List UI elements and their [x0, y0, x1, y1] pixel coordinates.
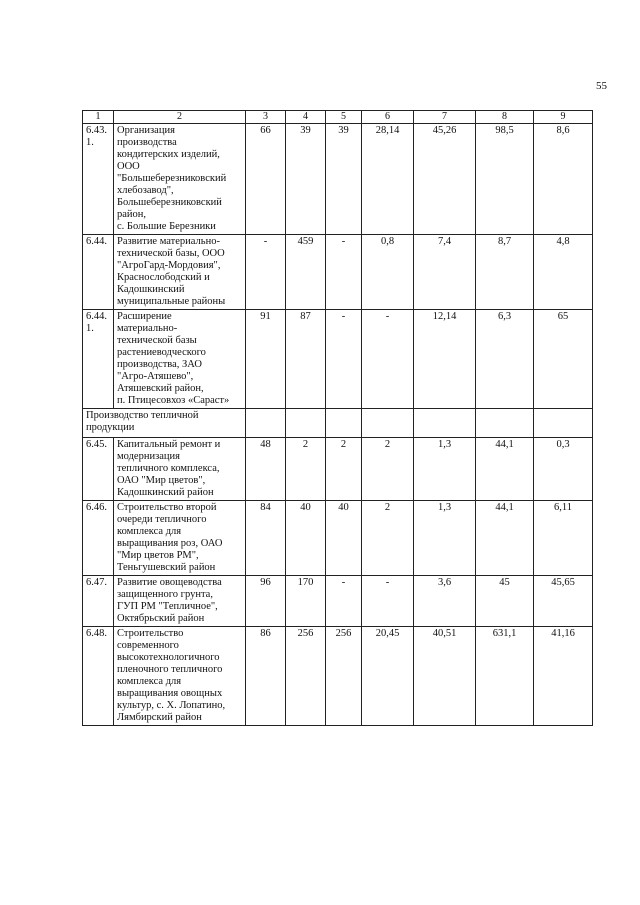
value-cell: 2	[326, 438, 362, 501]
row-name: Строительство современного высокотехнологичного пленочного тепличного комплекса для выращивания овощных культур, с. Х. Лопатино, Лямбирский район	[114, 627, 246, 726]
row-name: Расширение материально- технической базы растениеводческого производства, ЗАО "Агро-Атяшево", Атяшевский район, п. Птицесовхоз «Сараст»	[114, 310, 246, 409]
table-row	[83, 438, 593, 501]
value-cell: -	[326, 235, 362, 310]
header-row	[83, 111, 593, 124]
column-header: 4	[286, 111, 326, 124]
value-cell: 40,51	[414, 627, 476, 726]
value-cell: 40	[326, 501, 362, 576]
value-cell: 12,14	[414, 310, 476, 409]
value-cell: 20,45	[362, 627, 414, 726]
value-cell: 631,1	[476, 627, 534, 726]
value-cell: 45,26	[414, 124, 476, 235]
value-cell: -	[326, 576, 362, 627]
empty-cell	[534, 409, 593, 438]
empty-cell	[246, 409, 286, 438]
value-cell: 7,4	[414, 235, 476, 310]
value-cell: 1,3	[414, 501, 476, 576]
value-cell: 256	[326, 627, 362, 726]
value-cell: 6,11	[534, 501, 593, 576]
value-cell: 48	[246, 438, 286, 501]
value-cell: 65	[534, 310, 593, 409]
value-cell: 84	[246, 501, 286, 576]
table-row	[83, 501, 593, 576]
value-cell: 39	[286, 124, 326, 235]
column-header: 7	[414, 111, 476, 124]
empty-cell	[326, 409, 362, 438]
value-cell: 39	[326, 124, 362, 235]
value-cell: 8,6	[534, 124, 593, 235]
row-code: 6.46.	[83, 501, 114, 576]
empty-cell	[362, 409, 414, 438]
section-row	[83, 409, 593, 438]
row-code: 6.45.	[83, 438, 114, 501]
column-header: 6	[362, 111, 414, 124]
row-code: 6.44. 1.	[83, 310, 114, 409]
table-body	[83, 124, 593, 726]
value-cell: 45	[476, 576, 534, 627]
table-row	[83, 124, 593, 235]
row-code: 6.43. 1.	[83, 124, 114, 235]
value-cell: 96	[246, 576, 286, 627]
row-code: 6.47.	[83, 576, 114, 627]
empty-cell	[286, 409, 326, 438]
value-cell: 98,5	[476, 124, 534, 235]
value-cell: 256	[286, 627, 326, 726]
value-cell: 2	[362, 438, 414, 501]
empty-cell	[414, 409, 476, 438]
value-cell: 2	[286, 438, 326, 501]
table-row	[83, 235, 593, 310]
value-cell: 44,1	[476, 501, 534, 576]
value-cell: 3,6	[414, 576, 476, 627]
value-cell: 28,14	[362, 124, 414, 235]
page-number: 55	[596, 80, 607, 92]
value-cell: 1,3	[414, 438, 476, 501]
value-cell: 87	[286, 310, 326, 409]
value-cell: 0,8	[362, 235, 414, 310]
value-cell: 8,7	[476, 235, 534, 310]
value-cell: 66	[246, 124, 286, 235]
value-cell: 41,16	[534, 627, 593, 726]
table-row	[83, 576, 593, 627]
value-cell: -	[246, 235, 286, 310]
row-code: 6.44.	[83, 235, 114, 310]
value-cell: -	[362, 576, 414, 627]
column-header: 8	[476, 111, 534, 124]
column-header: 5	[326, 111, 362, 124]
value-cell: 91	[246, 310, 286, 409]
value-cell: 86	[246, 627, 286, 726]
value-cell: 4,8	[534, 235, 593, 310]
column-header: 9	[534, 111, 593, 124]
row-name: Развитие овощеводства защищенного грунта, ГУП РМ "Тепличное", Октябрьский район	[114, 576, 246, 627]
value-cell: 170	[286, 576, 326, 627]
value-cell: -	[326, 310, 362, 409]
row-name: Капитальный ремонт и модернизация тепличного комплекса, ОАО "Мир цветов", Кадошкинский район	[114, 438, 246, 501]
value-cell: 459	[286, 235, 326, 310]
empty-cell	[476, 409, 534, 438]
row-name: Строительство второй очереди тепличного комплекса для выращивания роз, ОАО "Мир цветов РМ", Теньгушевский район	[114, 501, 246, 576]
value-cell: 45,65	[534, 576, 593, 627]
value-cell: 44,1	[476, 438, 534, 501]
table-row	[83, 627, 593, 726]
value-cell: 40	[286, 501, 326, 576]
row-name: Организация производства кондитерских изделий, ООО "Большеберезниковский хлебозавод", Большеберезниковский район, с. Большие Березники	[114, 124, 246, 235]
column-header: 3	[246, 111, 286, 124]
column-header: 1	[83, 111, 114, 124]
section-title: Производство тепличной продукции	[83, 409, 246, 438]
table-row	[83, 310, 593, 409]
row-code: 6.48.	[83, 627, 114, 726]
value-cell: 2	[362, 501, 414, 576]
column-header: 2	[114, 111, 246, 124]
value-cell: 0,3	[534, 438, 593, 501]
row-name: Развитие материально- технической базы, ООО "АгроГард-Мордовия", Краснослободский и Кадошкинский муниципальные районы	[114, 235, 246, 310]
value-cell: 6,3	[476, 310, 534, 409]
value-cell: -	[362, 310, 414, 409]
data-table	[82, 110, 593, 726]
